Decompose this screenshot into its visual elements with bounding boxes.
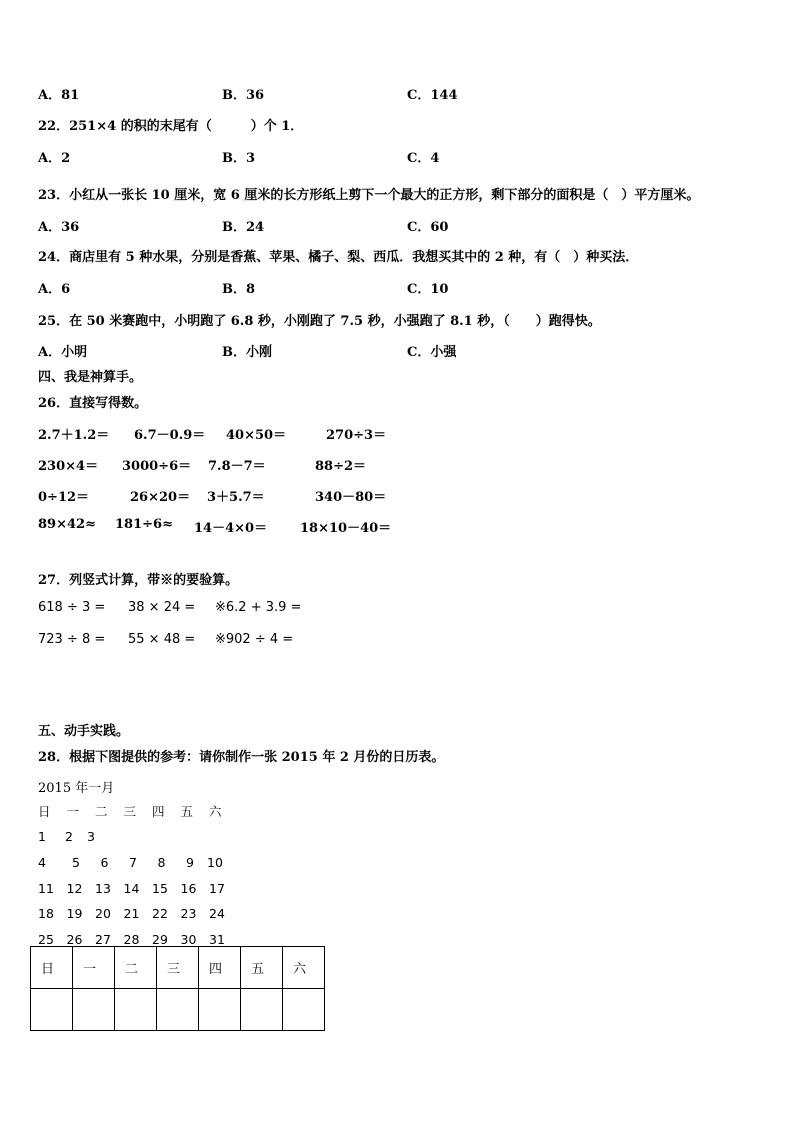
calendar-week-row (38, 932, 238, 947)
q22-option-a: A．2 (38, 151, 71, 166)
calendar-weekday-row (38, 802, 238, 820)
calendar-day: 20 (95, 906, 111, 921)
calendar-day: 14 (123, 881, 140, 896)
q26-item: 18×10－40＝ (300, 521, 392, 536)
answer-table-blank-row (31, 989, 325, 1031)
q26-item: 3＋5.7＝ (207, 490, 265, 505)
q26-item: 2.7＋1.2＝ (38, 428, 110, 443)
answer-table-weekday: 五 (241, 947, 283, 989)
calendar-week-row (38, 881, 238, 896)
calendar-day: 17 (209, 881, 225, 896)
q26-item: 6.7－0.9＝ (134, 428, 206, 443)
answer-cell[interactable] (199, 989, 241, 1031)
q27-item: 618 ÷ 3 = (38, 600, 106, 615)
calendar-day: 23 (180, 906, 197, 921)
q26-item: 3000÷6＝ (122, 459, 192, 474)
q23-stem: 23．小红从一张长 10 厘米，宽 6 厘米的长方形纸上剪下一个最大的正方形，剩下部分的面积是（ ）平方厘米。 (38, 188, 700, 203)
calendar-week-row (38, 829, 116, 844)
q21-option-a: A．81 (38, 88, 80, 103)
q25-option-c: C．小强 (407, 345, 457, 360)
section-4-heading: 四、我是神算手。 (38, 370, 143, 385)
q26-item: 26×20＝ (130, 490, 191, 505)
calendar-answer-table (30, 946, 325, 1031)
calendar-week-row (38, 855, 236, 870)
q27-item: 55 × 48 = (128, 632, 196, 647)
q24-stem: 24．商店里有 5 种水果，分别是香蕉、苹果、橘子、梨、西瓜．我想买其中的 2 种，有（ ）种买法． (38, 250, 639, 265)
calendar-day: 31 (209, 932, 225, 947)
q26-item: 88÷2＝ (315, 459, 367, 474)
q26-item: 40×50＝ (226, 428, 287, 443)
calendar-day: 29 (152, 932, 168, 947)
q25-stem: 25．在 50 米赛跑中，小明跑了 6.8 秒，小刚跑了 7.5 秒，小强跑了 8.1 秒，（ ）跑得快。 (38, 314, 601, 329)
answer-cell[interactable] (73, 989, 115, 1031)
answer-table-weekday: 日 (31, 947, 73, 989)
q26-item: 7.8－7＝ (208, 459, 266, 474)
answer-table-weekday: 四 (199, 947, 241, 989)
answer-table-header-row (31, 947, 325, 989)
calendar-day: 13 (95, 881, 111, 896)
q25-option-a: A．小明 (38, 345, 88, 360)
calendar-title: 2015 年一月 (38, 781, 115, 796)
q26-stem: 26．直接写得数。 (38, 396, 148, 411)
weekday-label: 六 (209, 804, 222, 819)
q27-item: 723 ÷ 8 = (38, 632, 106, 647)
q28-stem: 28．根据下图提供的参考：请你制作一张 2015 年 2 月份的日历表。 (38, 750, 445, 765)
answer-table-weekday: 一 (73, 947, 115, 989)
q26-item: 270÷3＝ (326, 428, 387, 443)
weekday-label: 三 (123, 804, 137, 819)
calendar-day: 27 (95, 932, 111, 947)
calendar-day: 4 (38, 855, 46, 870)
q22-option-c: C．4 (407, 151, 440, 166)
q27-item: ※902 ÷ 4 = (215, 632, 294, 647)
calendar-day: 26 (66, 932, 83, 947)
q22-option-b: B．3 (222, 151, 256, 166)
q21-option-b: B．36 (222, 88, 265, 103)
q26-item: 340－80＝ (315, 490, 387, 505)
section-5-heading: 五、动手实践。 (38, 724, 130, 739)
weekday-label: 五 (180, 804, 194, 819)
calendar-day: 30 (180, 932, 197, 947)
weekday-label: 二 (95, 804, 108, 819)
calendar-day: 8 (157, 855, 166, 870)
q27-stem: 27．列竖式计算，带※的要验算。 (38, 573, 239, 588)
calendar-day: 6 (100, 855, 109, 870)
calendar-day: 25 (38, 932, 54, 947)
q21-option-c: C．144 (407, 88, 458, 103)
calendar-day: 11 (38, 881, 54, 896)
calendar-day: 28 (123, 932, 140, 947)
q27-item: 38 × 24 = (128, 600, 196, 615)
calendar-day: 19 (66, 906, 83, 921)
calendar-day: 5 (72, 855, 80, 870)
calendar-day: 12 (66, 881, 83, 896)
answer-cell[interactable] (241, 989, 283, 1031)
calendar-day: 21 (123, 906, 140, 921)
q26-item: 89×42≈ (38, 517, 96, 532)
calendar-day: 24 (209, 906, 225, 921)
calendar-day: 7 (129, 855, 137, 870)
calendar-week-row (38, 906, 238, 921)
q26-item: 181÷6≈ (115, 517, 173, 532)
answer-table-weekday: 三 (157, 947, 199, 989)
q22-stem: 22．251×4 的积的末尾有（ ）个 1． (38, 119, 304, 134)
answer-cell[interactable] (31, 989, 73, 1031)
q23-option-c: C．60 (407, 220, 449, 235)
q25-option-b: B．小刚 (222, 345, 272, 360)
answer-cell[interactable] (157, 989, 199, 1031)
calendar-day: 9 (186, 855, 194, 870)
answer-cell[interactable] (283, 989, 325, 1031)
calendar-day: 1 (38, 829, 46, 844)
weekday-label: 一 (66, 804, 80, 819)
weekday-label: 日 (38, 804, 51, 819)
calendar-day: 16 (180, 881, 197, 896)
q24-option-c: C．10 (407, 282, 449, 297)
q26-item: 14－4×0＝ (194, 521, 268, 536)
q23-option-b: B．24 (222, 220, 265, 235)
q27-item: ※6.2 + 3.9 = (215, 600, 302, 615)
answer-cell[interactable] (115, 989, 157, 1031)
q24-option-a: A．6 (38, 282, 71, 297)
q26-item: 230×4＝ (38, 459, 99, 474)
calendar-day: 22 (152, 906, 168, 921)
answer-table-weekday: 二 (115, 947, 157, 989)
q24-option-b: B．8 (222, 282, 256, 297)
calendar-day: 15 (152, 881, 168, 896)
q23-option-a: A．36 (38, 220, 80, 235)
answer-table-weekday: 六 (283, 947, 325, 989)
calendar-day: 18 (38, 906, 54, 921)
weekday-label: 四 (152, 804, 165, 819)
calendar-day: 2 (65, 829, 73, 844)
q26-item: 0÷12＝ (38, 490, 90, 505)
calendar-day: 3 (87, 829, 95, 844)
calendar-day: 10 (207, 855, 223, 870)
